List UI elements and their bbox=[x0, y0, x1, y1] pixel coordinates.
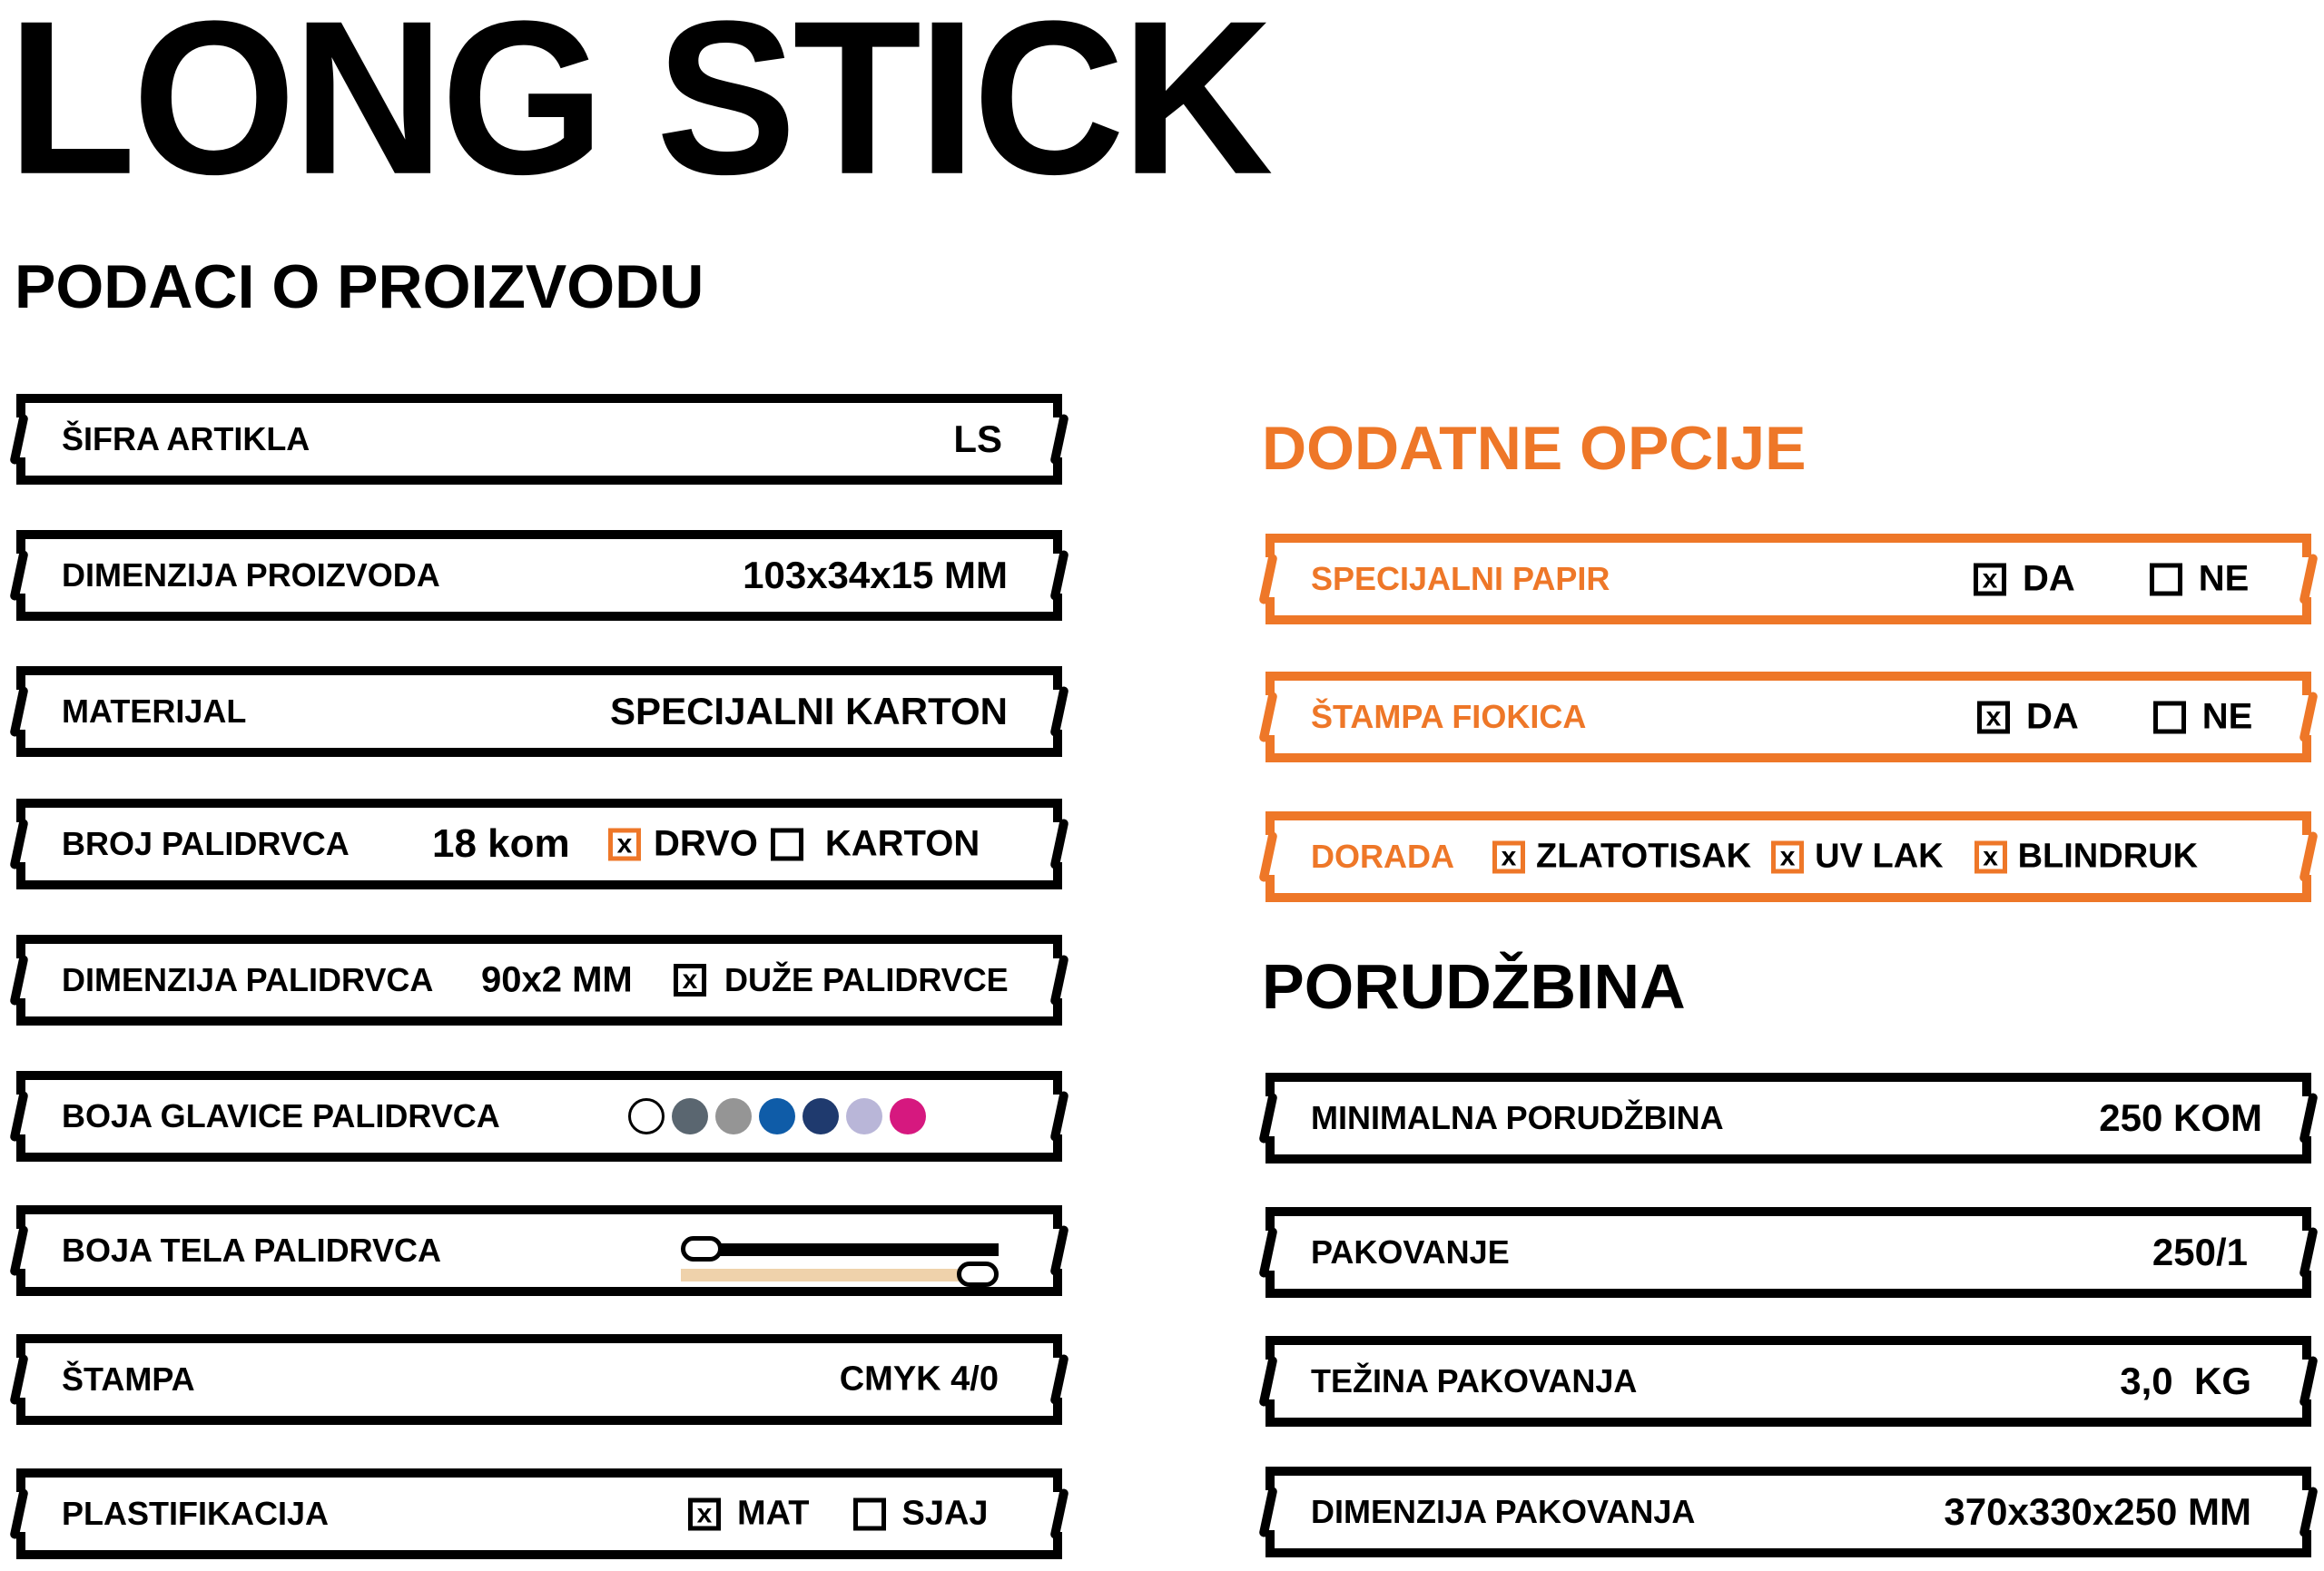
stick-head bbox=[681, 1236, 723, 1262]
row-label: BROJ PALIDRVCA bbox=[62, 825, 350, 862]
head-color-swatches bbox=[628, 1098, 926, 1134]
checkbox-sjaj[interactable] bbox=[853, 1497, 886, 1530]
option-drvo: DRVO bbox=[654, 823, 758, 864]
row-sifra bbox=[16, 394, 1062, 485]
option-zlatotisak: ZLATOTISAK bbox=[1536, 837, 1752, 876]
option-blindruk: BLINDRUK bbox=[2017, 837, 2199, 876]
row-tezina bbox=[1265, 1336, 2311, 1427]
option-duze: DUŽE PALIDRVCE bbox=[724, 961, 1009, 998]
row-label: ŠIFRA ARTIKLA bbox=[62, 420, 310, 457]
row-label: ŠTAMPA FIOKICA bbox=[1311, 698, 1587, 735]
row-label: DIMENZIJA PROIZVODA bbox=[62, 556, 440, 594]
extras-heading: DODATNE OPCIJE bbox=[1262, 414, 1807, 483]
row-value: 370x330x250 MM bbox=[1944, 1490, 2251, 1533]
row-label: MINIMALNA PORUDŽBINA bbox=[1311, 1099, 1724, 1136]
checkbox-fiokica-da[interactable]: x bbox=[1977, 701, 2010, 733]
page-title: LONG STICK bbox=[7, 0, 1270, 221]
row-label: PLASTIFIKACIJA bbox=[62, 1495, 330, 1532]
row-plastifikacija bbox=[16, 1468, 1062, 1559]
row-value: 103x34x15 MM bbox=[743, 554, 1008, 596]
checkbox-mat[interactable]: x bbox=[688, 1497, 721, 1530]
stick-color-illustration bbox=[681, 1231, 999, 1287]
row-materijal bbox=[16, 666, 1062, 757]
match-count: 18 kom bbox=[432, 821, 570, 866]
stick-natural bbox=[681, 1269, 980, 1281]
row-specijalni-papir bbox=[1265, 534, 2311, 624]
option-mat: MAT bbox=[737, 1494, 810, 1533]
checkbox-zlatotisak[interactable]: x bbox=[1492, 840, 1525, 873]
row-value: 3,0 KG bbox=[2120, 1360, 2251, 1402]
checkbox-uv-lak[interactable]: x bbox=[1771, 840, 1804, 873]
checkbox-drvo[interactable]: x bbox=[608, 828, 641, 860]
row-value: CMYK 4/0 bbox=[839, 1360, 999, 1399]
row-label: BOJA GLAVICE PALIDRVCA bbox=[62, 1097, 500, 1134]
color-swatch bbox=[628, 1098, 665, 1134]
option-uv-lak: UV LAK bbox=[1815, 837, 1944, 876]
page-subtitle: PODACI O PROIZVODU bbox=[15, 252, 704, 321]
color-swatch bbox=[672, 1098, 708, 1134]
row-stampa bbox=[16, 1334, 1062, 1425]
row-label: TEŽINA PAKOVANJA bbox=[1311, 1362, 1638, 1399]
row-dimenzija-pakovanja bbox=[1265, 1467, 2311, 1557]
row-value: LS bbox=[953, 417, 1002, 460]
option-karton: KARTON bbox=[824, 823, 980, 864]
row-dimenzija bbox=[16, 530, 1062, 621]
row-label: MATERIJAL bbox=[62, 692, 247, 730]
color-swatch bbox=[846, 1098, 882, 1134]
row-boja-tela bbox=[16, 1205, 1062, 1296]
checkbox-duze[interactable]: x bbox=[674, 964, 706, 997]
row-value: 250 KOM bbox=[2099, 1096, 2262, 1139]
row-value: SPECIJALNI KARTON bbox=[610, 690, 1008, 732]
checkbox-papir-da[interactable]: x bbox=[1974, 563, 2006, 595]
stick-black bbox=[699, 1243, 999, 1256]
order-heading: PORUDŽBINA bbox=[1262, 951, 1686, 1022]
color-swatch bbox=[890, 1098, 926, 1134]
row-stampa-fiokica bbox=[1265, 672, 2311, 762]
color-swatch bbox=[715, 1098, 752, 1134]
stick-head bbox=[957, 1262, 999, 1287]
color-swatch bbox=[759, 1098, 795, 1134]
row-pakovanje bbox=[1265, 1207, 2311, 1298]
row-label: SPECIJALNI PAPIR bbox=[1311, 560, 1610, 597]
option-da: DA bbox=[2026, 696, 2079, 737]
row-label: ŠTAMPA bbox=[62, 1360, 195, 1398]
row-label: DIMENZIJA PALIDRVCA bbox=[62, 961, 434, 998]
row-dorada bbox=[1265, 811, 2311, 902]
row-minimalna-porudzbina bbox=[1265, 1073, 2311, 1164]
row-boja-glavice bbox=[16, 1071, 1062, 1162]
checkbox-fiokica-ne[interactable] bbox=[2153, 701, 2186, 733]
checkbox-blindruk[interactable]: x bbox=[1974, 840, 2007, 873]
row-value: 250/1 bbox=[2152, 1231, 2248, 1273]
color-swatch bbox=[803, 1098, 839, 1134]
row-label: BOJA TELA PALIDRVCA bbox=[62, 1232, 442, 1269]
row-broj-palidrvca bbox=[16, 799, 1062, 889]
option-ne: NE bbox=[2201, 696, 2253, 737]
option-sjaj: SJAJ bbox=[901, 1494, 989, 1533]
row-label: DORADA bbox=[1311, 838, 1454, 875]
option-ne: NE bbox=[2198, 558, 2250, 599]
checkbox-karton[interactable] bbox=[771, 828, 803, 860]
row-label: DIMENZIJA PAKOVANJA bbox=[1311, 1493, 1696, 1530]
row-dimenzija-palidrvca bbox=[16, 935, 1062, 1026]
match-size: 90x2 MM bbox=[481, 959, 633, 1000]
checkbox-papir-ne[interactable] bbox=[2150, 563, 2182, 595]
row-label: PAKOVANJE bbox=[1311, 1233, 1510, 1271]
option-da: DA bbox=[2023, 558, 2075, 599]
